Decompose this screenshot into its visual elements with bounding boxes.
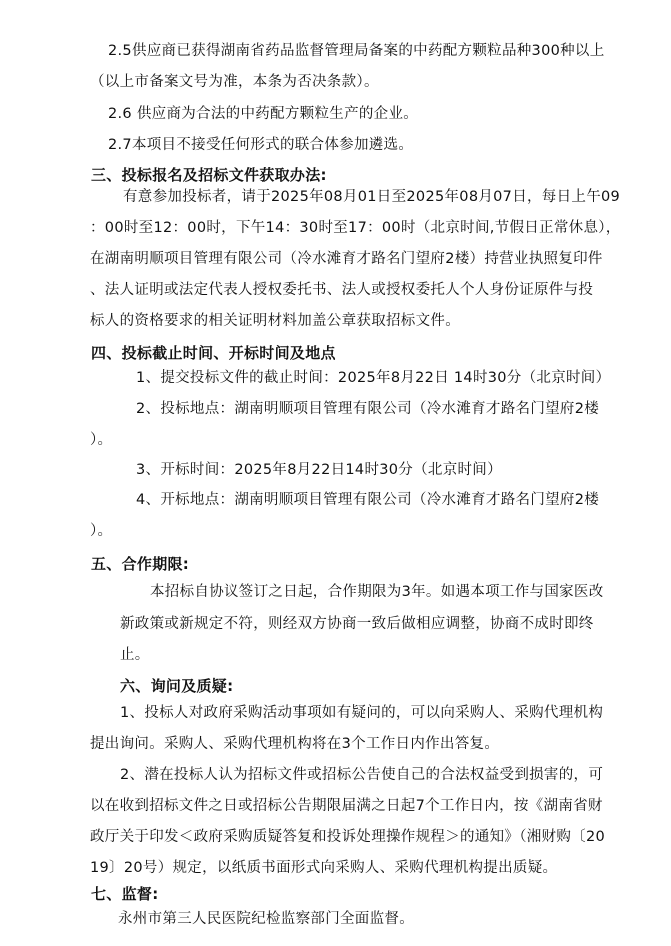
section-3-heading: 三、投标报名及招标文件获取办法: (91, 166, 327, 184)
section-4-heading: 四、投标截止时间、开标时间及地点 (91, 344, 336, 362)
section-7-heading: 七、监督: (91, 885, 159, 903)
section-3-para-line5: 标人的资格要求的相关证明材料加盖公章获取招标文件。 (90, 313, 460, 329)
section-4-item4-line2: ）。 (90, 523, 113, 539)
section-5-para-line3: 止。 (120, 647, 150, 663)
section-4-item2-line2: ）。 (90, 432, 113, 448)
section-4-item3: 3、开标时间：2025年8月22日14时30分（北京时间） (136, 462, 502, 478)
section-3-para-line1: 有意参加投标者，请于2025年08月01日至2025年08月07日，每日上午09 (123, 189, 621, 205)
section-3-para-line4: 、法人证明或法定代表人授权委托书、法人或授权委托人个人身份证原件与投 (90, 282, 594, 298)
section-6-para2-line4: 19〕20号）规定，以纸质书面形式向采购人、采购代理机构提出质疑。 (90, 860, 558, 876)
item-2-5-line1: 2.5供应商已获得湖南省药品监督管理局备案的中药配方颗粒品种300种以上 (108, 43, 605, 59)
item-2-7: 2.7本项目不接受任何形式的联合体参加遴选。 (108, 137, 414, 153)
section-6-para1-line1: 1、投标人对政府采购活动事项如有疑问的，可以向采购人、采购代理机构 (120, 705, 604, 721)
section-4-item4-line1: 4、开标地点：湖南明顺项目管理有限公司（冷水滩育才路名门望府2楼 (136, 492, 600, 508)
section-6-para2-line1: 2、潜在投标人认为招标文件或招标公告使自己的合法权益受到损害的，可 (120, 767, 604, 783)
item-2-5-line2: （以上市备案文号为准，本条为否决条款）。 (90, 74, 379, 90)
section-6-para1-line2: 提出询问。采购人、采购代理机构将在3个工作日内作出答复。 (90, 736, 500, 752)
section-4-item1: 1、提交投标文件的截止时间：2025年8月22日 14时30分（北京时间） (136, 370, 611, 386)
item-2-6: 2.6 供应商为合法的中药配方颗粒生产的企业。 (108, 106, 419, 122)
section-6-para2-line2: 以在收到招标文件之日或招标公告期限届满之日起7个工作日内，按《湖南省财 (90, 798, 603, 814)
section-7-para: 永州市第三人民医院纪检监察部门全面监督。 (118, 911, 414, 927)
section-5-heading: 五、合作期限: (91, 555, 190, 573)
section-5-para-line2: 新政策或新规定不符，则经双方协商一致后做相应调整，协商不成时即终 (120, 616, 594, 632)
section-3-para-line3: 在湖南明顺项目管理有限公司（冷水滩育才路名门望府2楼）持营业执照复印件 (90, 251, 603, 267)
section-6-para2-line3: 政厅关于印发＜政府采购质疑答复和投诉处理操作规程＞的通知》（湘财购〔20 (90, 829, 605, 845)
section-4-item2-line1: 2、投标地点：湖南明顺项目管理有限公司（冷水滩育才路名门望府2楼 (136, 401, 600, 417)
section-5-para-line1: 本招标自协议签订之日起，合作期限为3年。如遇本项工作与国家医改 (150, 584, 604, 600)
section-3-para-line2: ：00时至12：00时，下午14：30时至17：00时（北京时间,节假日正常休息）， (90, 220, 621, 236)
section-6-heading: 六、询问及质疑: (120, 677, 234, 695)
